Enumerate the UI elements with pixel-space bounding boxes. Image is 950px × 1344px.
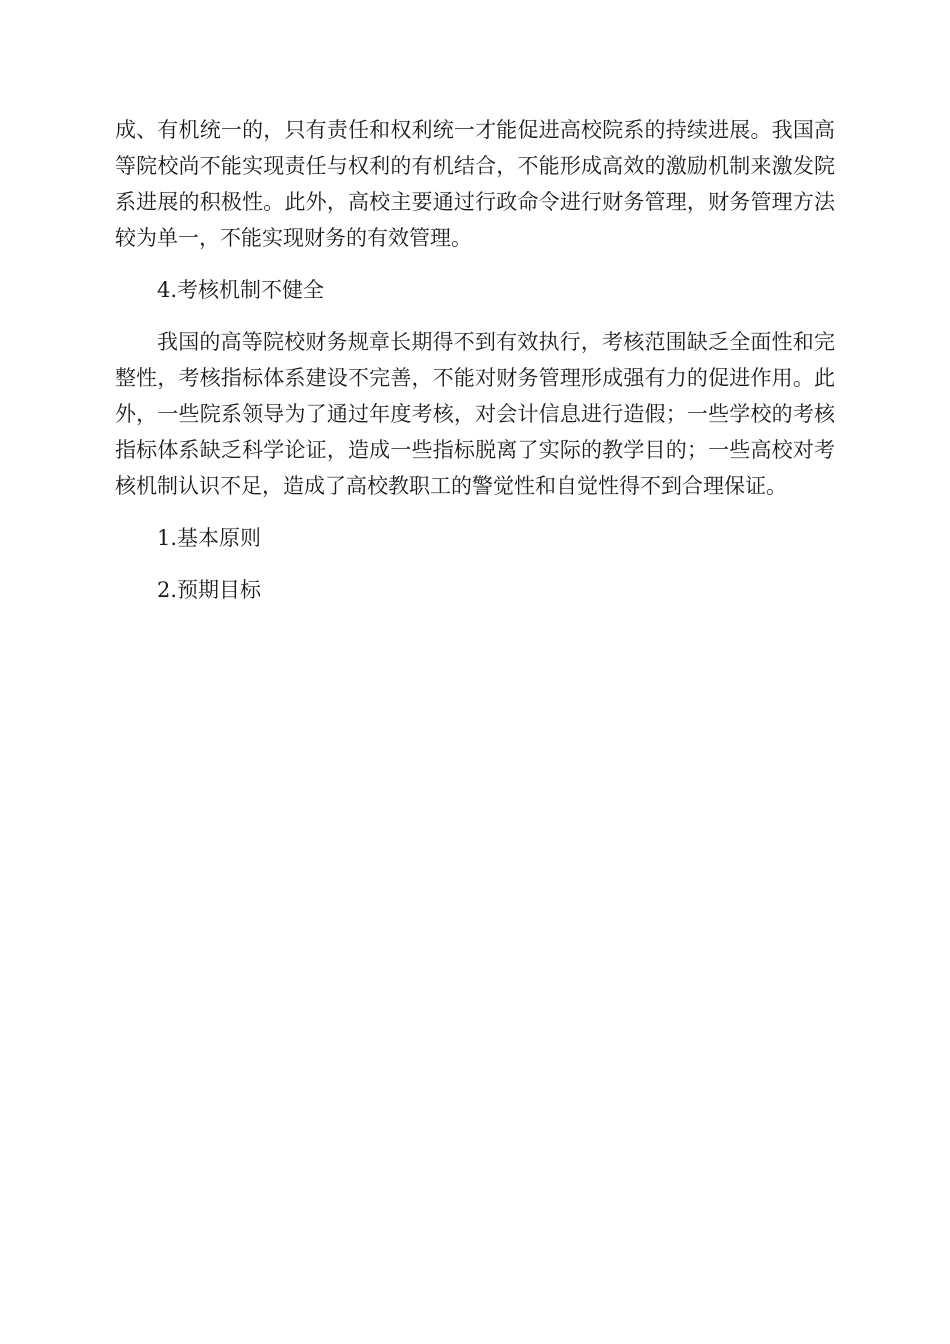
section-heading-basic-principles: 1.基本原则 [157,526,262,550]
paragraph-responsibility-rights: 成、有机统一的，只有责任和权利统一才能促进高校院系的持续进展。我国高等院校尚不能实现责任与权利的有机结合，不能形成高效的激励机制来激发院系进展的积极性。此外，高校主要通过行政命令进行财务管理，财务管理方法较为单一，不能实现财务的有效管理。 [115,118,835,250]
section-heading-expected-goals: 2.预期目标 [157,578,262,602]
document-body [115,112,835,624]
section-heading-assessment: 4.考核机制不健全 [157,278,325,302]
paragraph-assessment-mechanism: 我国的高等院校财务规章长期得不到有效执行，考核范围缺乏全面性和完整性，考核指标体系建设不完善，不能对财务管理形成强有力的促进作用。此外，一些院系领导为了通过年度考核，对会计信息进行造假；一些学校的考核指标体系缺乏科学论证，造成一些指标脱离了实际的教学目的；一些高校对考核机制认识不足，造成了高校教职工的警觉性和自觉性得不到合理保证。 [115,330,835,498]
